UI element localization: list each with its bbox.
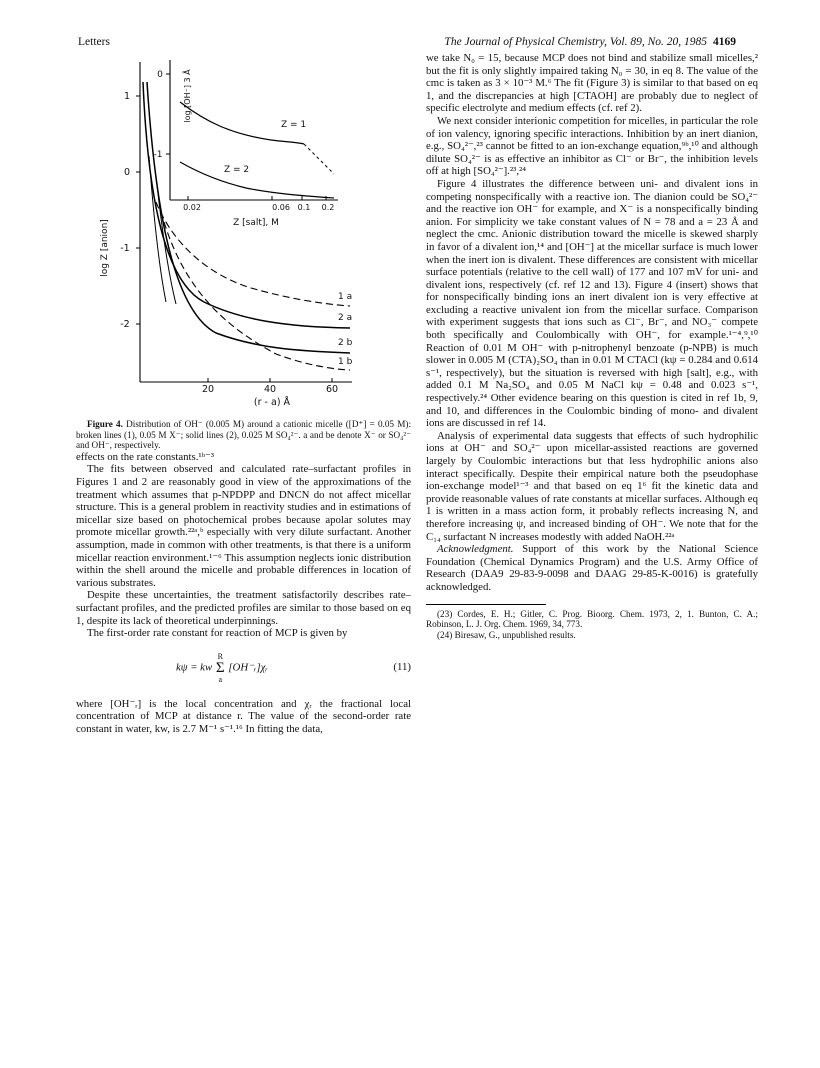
inset-background [170,60,338,200]
sum-lower-limit: a [218,674,223,684]
left-para-3: Despite these uncertainties, the treatment satisfactorily describes rate–surfactant profiles, and the predicted profiles are similar to those based on eq 1, despite its lack of theoretical underpinnings. [76,589,411,627]
caption-text: Distribution of OH⁻ (0.005 M) around a cationic micelle ([D⁺] = 0.05 M): broken lines (1), 0.05 M X⁻; solid lines (2), 0.025 M SO₄²⁻. a and be denote X⁻ or SO₄²⁻ and OH⁻, respectively. [76,419,411,451]
inset-x-tick-label-02: 0.2 [321,203,335,212]
curve-label-2a: 2 a [338,313,353,323]
running-header-left: Letters [78,36,110,48]
inset-x-tick-label-006: 0.06 [272,203,290,212]
x-axis-label: (r - a) Å [253,397,291,408]
references [426,609,758,641]
figure-caption [76,419,411,451]
equation-number: (11) [393,661,411,674]
left-para-1: effects on the rate constants.¹ᵇ⁻³ [76,450,214,463]
inset-x-tick-label-01: 0.1 [297,203,311,212]
right-para-2: We next consider interionic competition for micelles, in particular the role of ion valency, ignoring specific interactions. Inhibition by an inert dianion, e.g., SO₄²⁻,²³ cannot be fitted to an ion-exchange equation,⁹ᵇ,¹⁰ and although dilute SO₄²⁻ is as effective an inhibitor as Cl⁻ or Br⁻, the inhibition levels off at high [SO₄²⁻].²³,²⁴ [426,114,758,178]
curve-1b [164,222,353,370]
x-tick-label-40: 40 [263,384,277,395]
curve-label-2b: 2 b [338,338,353,348]
left-para-2: The fits between observed and calculated rate–surfactant profiles in Figures 1 and 2 are reasonably good in view of the approximations of the treatment which assumes that p-NPDPP and DNCN do not affect micellar structure. This is a general problem in reactivity studies and in estimations of micellar size based on photochemical probes because apolar solutes may promote micellar growth.²²ᵃ,ᵇ especially with very dilute surfactant. Another assumption, made in common with other treatments, is that there is a uniform micellar reaction environment.¹⁻⁶ This assumption neglects ionic distribution within the shell around the micelle and probable differences in location of various substrates. [76,463,411,589]
inset-label-z1: Z = 1 [281,120,307,130]
right-para-4: Analysis of experimental data suggests that effects of such hydrophilic ions at OH⁻ and SO₄²⁻ upon micellar-assisted reactions are governed largely by Coulombic interactions but that less hydrophilic anions also interact specifically. Despite their empirical nature both the pseudophase ion-exchange model¹⁻³ and that based on eq 1⁶ fit the kinetic data and provide reasonable values of rate constants at micellar surfaces. Although eq 1 is written in a mass action form, it probably reflects increasing N, and therefore increasing ψ, and increased binding of OH⁻. We note that for the C₁₄ surfactant N increases modestly with added NaOH.²²ᵃ [426,429,758,543]
left-para-4: The first-order rate constant for reaction of MCP is given by [87,627,348,640]
y-tick-label-m2: -2 [120,319,130,330]
x-tick-label-20: 20 [201,384,215,395]
figure-4 [76,52,411,417]
equation-lhs: kψ = kw [176,661,213,674]
x-tick-label-60: 60 [325,384,339,395]
left-para-after-equation: where [OH⁻ᵣ] is the local concentration and χᵣ the fractional local concentration of MCP at distance r. The value of the second-order rate constant in water, kw, is 2.7 M⁻¹ s⁻¹.¹⁶ In fitting the data, [76,697,411,735]
equation-body [176,652,268,684]
inset-x-tick-label-002: 0.02 [183,203,201,212]
caption-label: Figure 4. [87,419,123,429]
y-tick-label-1: 1 [123,91,131,102]
inset-label-z2: Z = 2 [224,165,250,175]
curve-label-1a: 1 a [338,292,353,302]
sum-sign: Σ [215,659,225,676]
reference-23: (23) Cordes, E. H.; Gitler, C. Prog. Bioorg. Chem. 1973, 2, 1. Bunton, C. A.; Robinson, L. J. Org. Chem. 1969, 34, 773. [426,608,758,630]
reference-24: (24) Biresaw, G., unpublished results. [437,630,576,641]
inset-y-axis-label: log [OH⁻] 3 Å [183,69,192,123]
y-tick-label-m1: -1 [120,243,130,254]
inset-x-axis-label: Z [salt], M [233,218,279,228]
acknowledgment-label: Acknowledgment. [437,543,514,556]
summation [216,652,225,684]
running-header-right [444,36,736,48]
right-column [426,52,758,641]
right-para-1: we take N₀ = 15, because MCP does not bind and stabilize small micelles,² but the fit is only slightly impaired taking N₀ = 30, in eq 8. The value of the cmc is taken as 3 × 10⁻³ M.⁶ The fit (Figure 3) is similar to that based on eq 1, and the discrepancies at high [CTAOH] are probably due to neglect of specific electrolyte and medium effects (cf. ref 2). [426,52,758,115]
right-para-3: Figure 4 illustrates the difference between uni- and divalent ions in competing nonspecifically with a reactive ion. The dianion could be SO₄²⁻ and the reactive ion OH⁻ for example, and X⁻ is a nonspecifically binding anion. For simplicity we take constant values of N = 78 and a = 23 Å and neglect the cmc. Anionic distribution toward the micelle is skewed sharply in favor of a divalent ion,¹⁴ and [OH⁻] at the micellar surface is much lower when the inert ion is divalent. These differences are consistent with micellar surface potentials (relative to the cell wall) of 177 and 107 mV for uni- and divalent ions, respectively (cf. ref 12 and 13). Figure 4 (insert) shows that for nonspecifically binding ions an inert divalent ion is very effective at excluding a reactive univalent ion from the micellar surface. Comparison with experiment suggests that ions such as Cl⁻, Br⁻, and NO₃⁻ compete both specifically and Coulombically with OH⁻, for example.¹⁻⁴,⁹,¹⁰ Reaction of 0.01 M OH⁻ with p-nitrophenyl benzoate (p-NPB) is much slower in 0.005 M (CTA)₂SO₄ than in 0.01 M CTACl (kψ = 0.284 and 0.614 s⁻¹, respectively), but the situation is reversed with high [salt], e.g., with added 0.1 M Na₂SO₄ and 0.05 M NaCl kψ = 0.48 and 0.023 s⁻¹, respectively.²⁴ Other evidence bearing on this question is cited in ref 1b, 9, and 10, and differences in the Coulombic binding of mono- and divalent ions are discussed in ref 14. [426,177,758,430]
journal-citation: The Journal of Physical Chemistry, Vol. 89, No. 20, 1985 [444,36,707,48]
references-rule [426,604,546,605]
y-tick-label-0: 0 [123,167,131,178]
page-number: 4169 [713,36,736,48]
equation-rhs: [OH⁻ᵣ]χᵣ [228,661,269,674]
equation-11 [76,650,411,686]
figure-4-plot [76,52,411,417]
inset-y-tick-label-m1: -1 [153,150,163,160]
acknowledgment [426,543,758,593]
y-axis-label: log Z [anion] [100,219,110,277]
acknowledgment-text: Support of this work by the National Science Foundation (Chemical Dynamics Program) and the U.S. Army Office of Research (DAA9 29-83-9-0098 and DAAG 29-85-K-0016) is gratefully acknowledged. [426,543,758,593]
sum-upper-limit: R [217,651,223,661]
curve-label-1b: 1 b [338,357,353,367]
left-column [76,52,411,735]
inset-y-tick-label-0: 0 [157,70,163,80]
